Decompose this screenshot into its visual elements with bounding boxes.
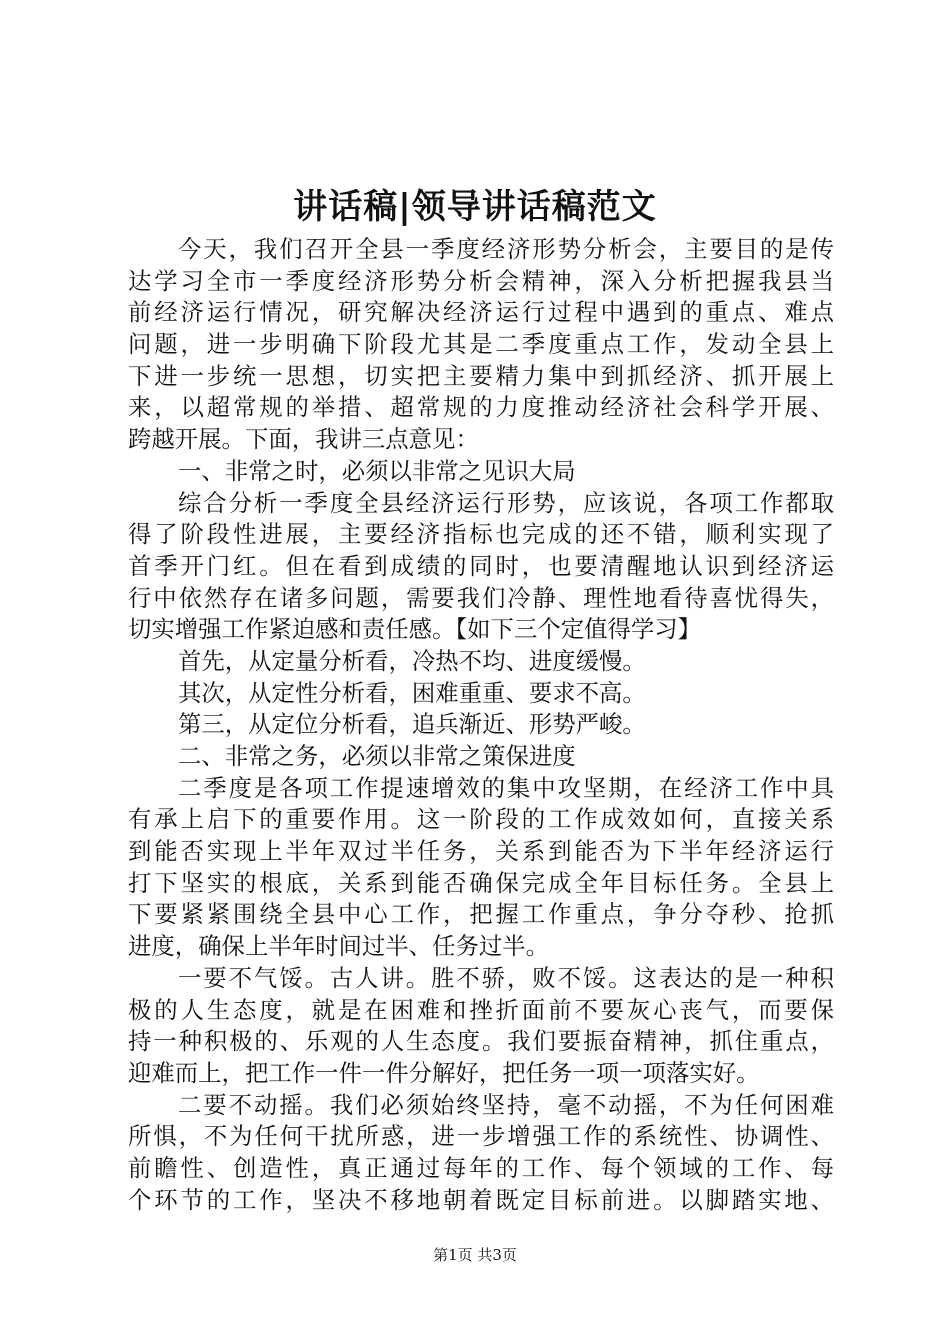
body-line: 下要紧紧围绕全县中心工作，把握工作重点，争分夺秒、抢抓 — [128, 900, 834, 929]
body-line: 一要不气馁。古人讲。胜不骄，败不馁。这表达的是一种积 — [178, 963, 834, 992]
body-line: 首先，从定量分析看，冷热不均、进度缓慢。 — [178, 646, 646, 675]
section-heading: 一、非常之时，必须以非常之见识大局 — [178, 456, 576, 485]
body-line: 第三，从定位分析看，追兵渐近、形势严峻。 — [178, 710, 646, 739]
body-line: 综合分析一季度全县经济运行形势，应该说，各项工作都取 — [178, 488, 834, 517]
body-line: 二季度是各项工作提速增效的集中攻坚期，在经济工作中具 — [178, 773, 834, 802]
body-line: 下进一步统一思想，切实把主要精力集中到抓经济、抓开展上 — [128, 361, 834, 390]
body-line: 进度，确保上半年时间过半、任务过半。 — [128, 932, 550, 961]
body-line: 迎难而上，把工作一件一件分解好，把任务一项一项落实好。 — [128, 1058, 760, 1087]
body-line: 来，以超常规的举措、超常规的力度推动经济社会科学开展、 — [128, 393, 834, 422]
body-line: 所惧，不为任何干扰所惑，进一步增强工作的系统性、协调性、 — [128, 1122, 834, 1151]
document-body — [128, 234, 834, 1216]
body-line: 打下坚实的根底，关系到能否确保完成全年目标任务。全县上 — [128, 868, 834, 897]
body-line: 切实增强工作紧迫感和责任感。【如下三个定值得学习】 — [128, 615, 702, 644]
body-line: 得了阶段性进展，主要经济指标也完成的还不错，顺利实现了 — [128, 520, 834, 549]
body-line: 二要不动摇。我们必须始终坚持，毫不动摇，不为任何困难 — [178, 1090, 834, 1119]
body-line: 前经济运行情况，研究解决经济运行过程中遇到的重点、难点 — [128, 298, 834, 327]
page-number: 第1页 共3页 — [433, 1246, 517, 1264]
body-line: 其次，从定性分析看，困难重重、要求不高。 — [178, 678, 646, 707]
body-line: 极的人生态度，就是在困难和挫折面前不要灰心丧气，而要保 — [128, 995, 834, 1024]
body-line: 有承上启下的重要作用。这一阶段的工作成效如何，直接关系 — [128, 805, 834, 834]
body-line: 首季开门红。但在看到成绩的同时，也要清醒地认识到经济运 — [128, 551, 834, 580]
body-line: 今天，我们召开全县一季度经济形势分析会，主要目的是传 — [178, 235, 834, 263]
body-line: 前瞻性、创造性，真正通过每年的工作、每个领域的工作、每 — [128, 1153, 834, 1182]
body-line: 行中依然存在诸多问题，需要我们冷静、理性地看待喜忧得失， — [128, 583, 834, 612]
body-line: 问题，进一步明确下阶段尤其是二季度重点工作，发动全县上 — [128, 330, 834, 359]
body-line: 到能否实现上半年双过半任务，关系到能否为下半年经济运行 — [128, 837, 834, 866]
body-line: 持一种积极的、乐观的人生态度。我们要振奋精神，抓住重点， — [128, 1027, 834, 1056]
body-line: 达学习全市一季度经济形势分析会精神，深入分析把握我县当 — [128, 266, 834, 295]
body-line: 跨越开展。下面，我讲三点意见： — [128, 425, 479, 454]
body-line: 个环节的工作，坚决不移地朝着既定目标前进。以脚踏实地、 — [128, 1185, 834, 1214]
document-title: 讲话稿|领导讲话稿范文 — [293, 187, 657, 227]
section-heading: 二、非常之务，必须以非常之策保进度 — [178, 742, 576, 770]
